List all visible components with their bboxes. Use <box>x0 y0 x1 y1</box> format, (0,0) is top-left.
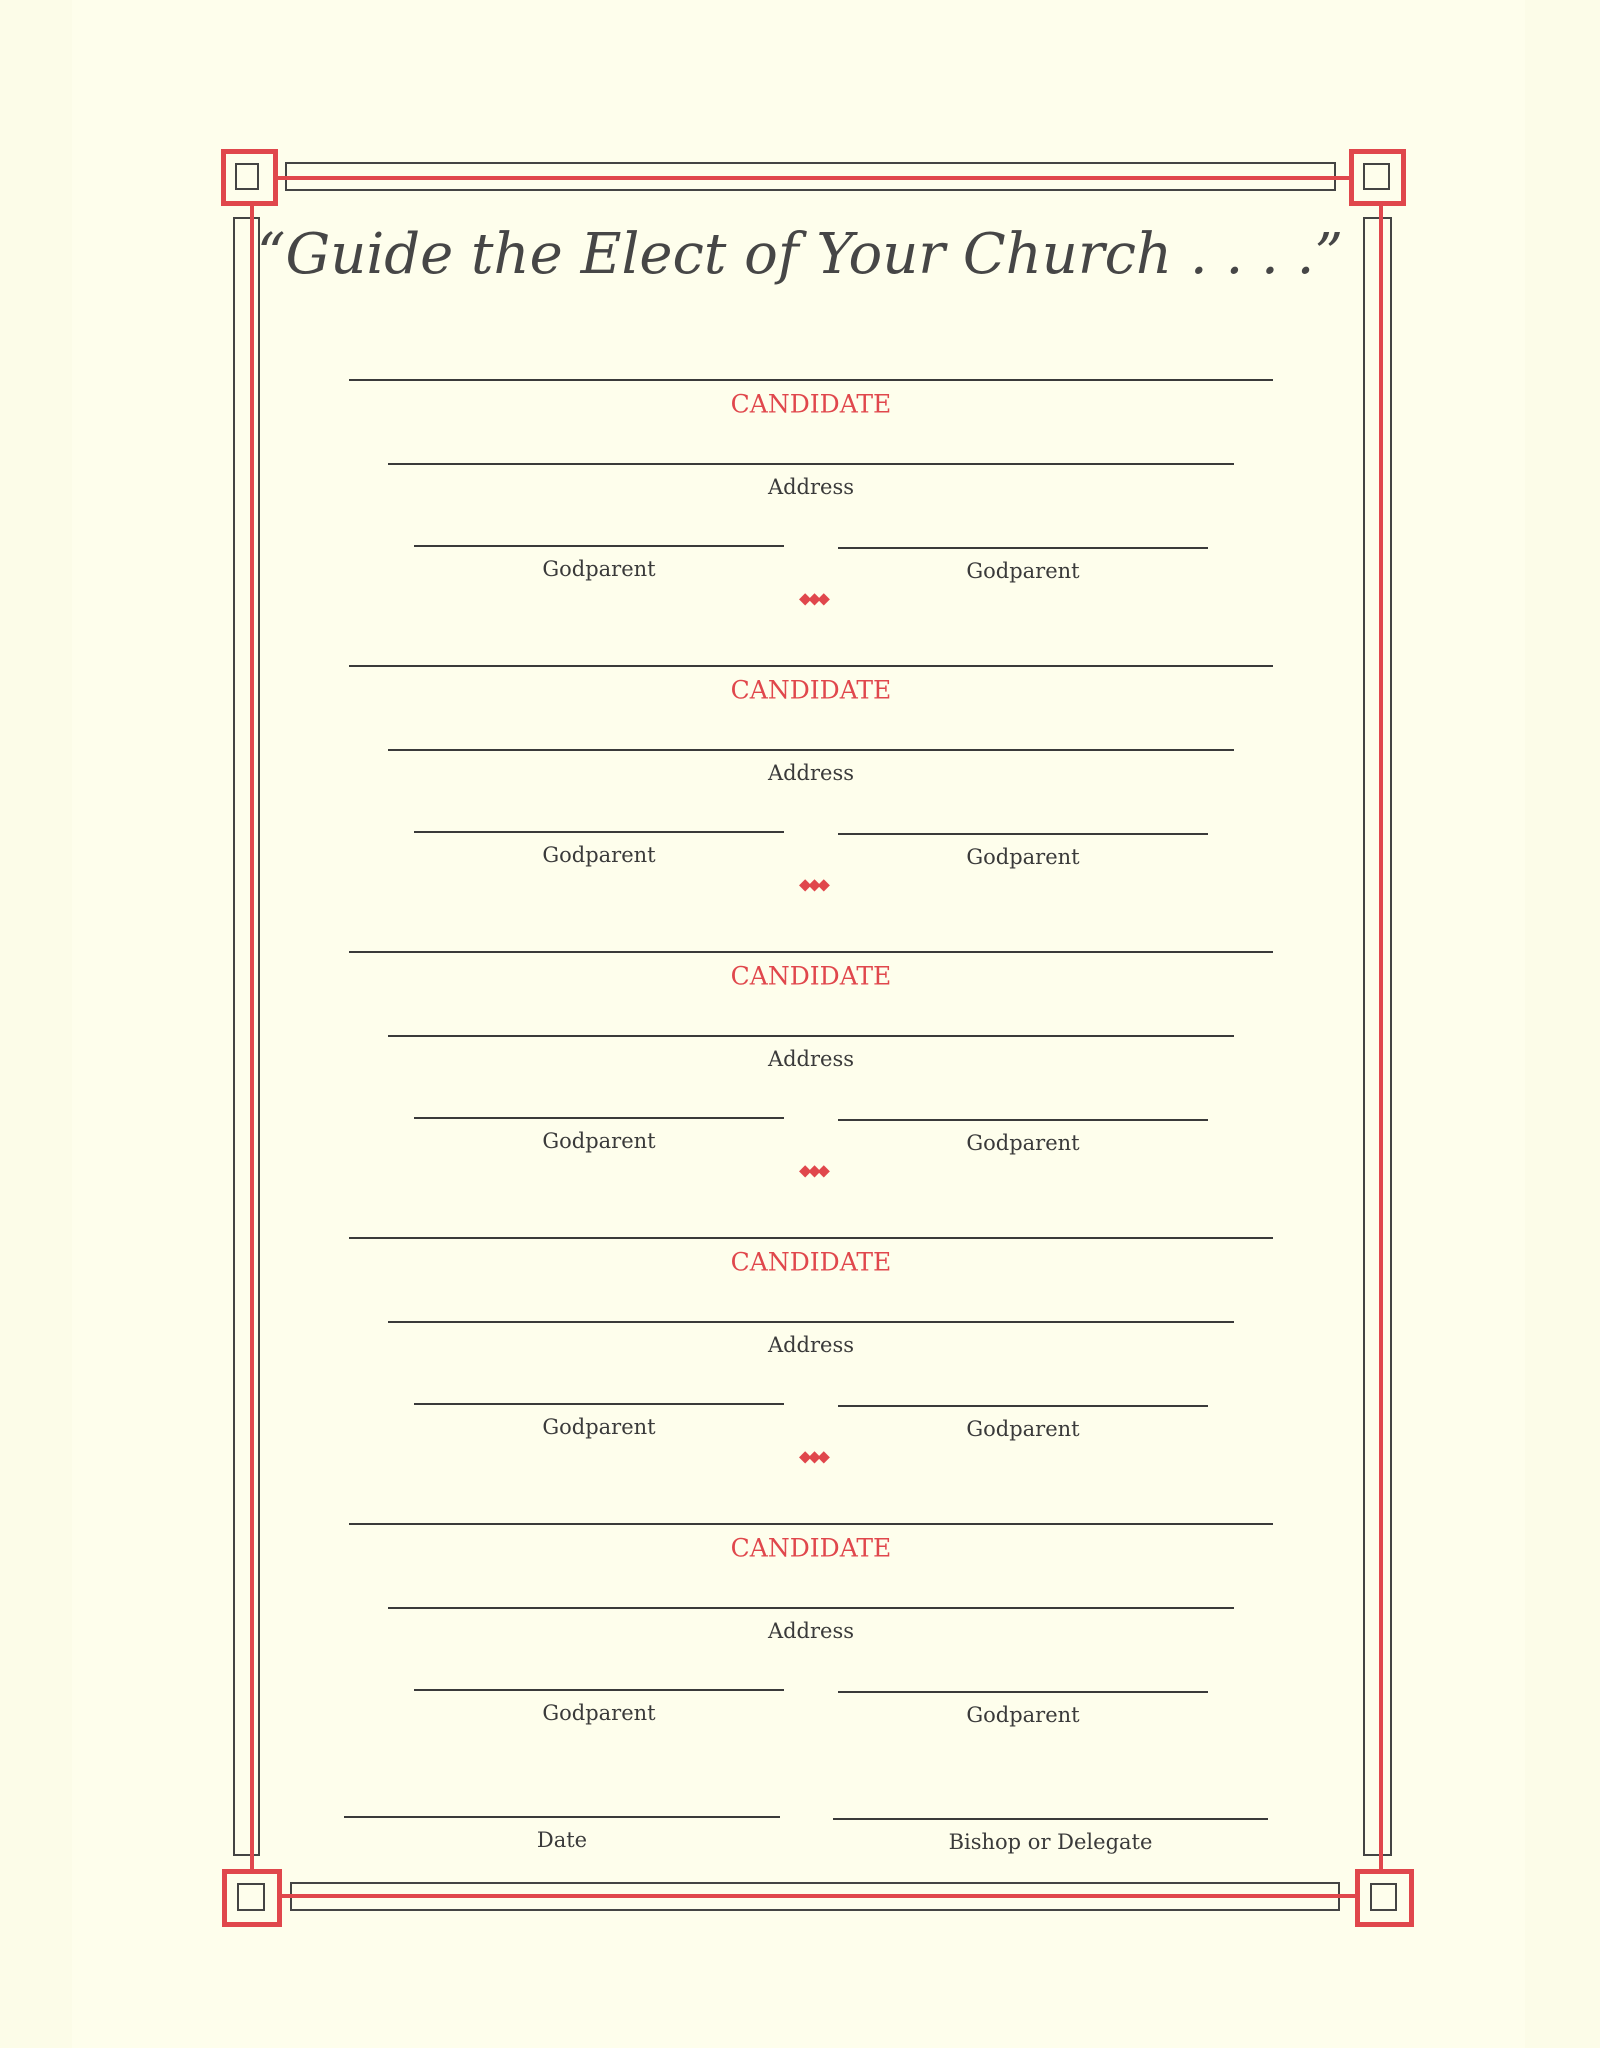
address-label: Address <box>767 1333 855 1357</box>
candidate-label: CANDIDATE <box>730 1247 892 1277</box>
candidate-label: CANDIDATE <box>730 675 892 705</box>
godparent-left-label: Godparent <box>542 1415 656 1439</box>
candidate-label: CANDIDATE <box>730 389 892 419</box>
corner-square-top-right <box>1363 163 1390 190</box>
godparent-right-label: Godparent <box>966 559 1080 583</box>
godparent-left-label: Godparent <box>542 1129 656 1153</box>
candidate-line[interactable] <box>349 1523 1273 1525</box>
page-title: “Guide the Elect of Your Church . . . .” <box>256 222 1344 287</box>
godparent-left-line[interactable] <box>414 545 784 547</box>
godparent-left-line[interactable] <box>414 1117 784 1119</box>
address-label: Address <box>767 761 855 785</box>
paper <box>72 0 1525 2048</box>
address-label: Address <box>767 475 855 499</box>
signature-line[interactable] <box>833 1818 1268 1820</box>
corner-square-bottom-left <box>237 1883 265 1911</box>
candidate-line[interactable] <box>349 951 1273 953</box>
godparent-left-label: Godparent <box>542 557 656 581</box>
godparent-left-line[interactable] <box>414 1689 784 1691</box>
godparent-right-line[interactable] <box>838 1405 1208 1407</box>
godparent-left-line[interactable] <box>414 1403 784 1405</box>
godparent-right-label: Godparent <box>966 845 1080 869</box>
diamond-separator-icon: ◆◆◆ <box>799 588 827 608</box>
top-red-rule <box>278 176 1349 180</box>
date-label: Date <box>536 1828 588 1852</box>
left-border-bar <box>233 217 260 1856</box>
godparent-right-line[interactable] <box>838 547 1208 549</box>
address-label: Address <box>767 1619 855 1643</box>
right-red-rule <box>1379 206 1383 1869</box>
address-line[interactable] <box>388 463 1234 465</box>
godparent-right-line[interactable] <box>838 1119 1208 1121</box>
bottom-red-rule <box>282 1894 1355 1898</box>
address-label: Address <box>767 1047 855 1071</box>
candidate-label: CANDIDATE <box>730 961 892 991</box>
address-line[interactable] <box>388 1321 1234 1323</box>
address-line[interactable] <box>388 1035 1234 1037</box>
diamond-separator-icon: ◆◆◆ <box>799 1446 827 1466</box>
right-border-bar <box>1363 217 1392 1856</box>
godparent-right-label: Godparent <box>966 1703 1080 1727</box>
diamond-separator-icon: ◆◆◆ <box>799 874 827 894</box>
godparent-right-line[interactable] <box>838 1691 1208 1693</box>
date-line[interactable] <box>344 1816 780 1818</box>
godparent-left-label: Godparent <box>542 1701 656 1725</box>
candidate-line[interactable] <box>349 379 1273 381</box>
godparent-right-label: Godparent <box>966 1131 1080 1155</box>
godparent-left-label: Godparent <box>542 843 656 867</box>
corner-square-top-left <box>235 163 259 190</box>
godparent-right-label: Godparent <box>966 1417 1080 1441</box>
candidate-line[interactable] <box>349 1237 1273 1239</box>
godparent-left-line[interactable] <box>414 831 784 833</box>
godparent-right-line[interactable] <box>838 833 1208 835</box>
candidate-line[interactable] <box>349 665 1273 667</box>
left-red-rule <box>250 206 254 1869</box>
signature-label: Bishop or Delegate <box>948 1830 1153 1854</box>
address-line[interactable] <box>388 749 1234 751</box>
candidate-label: CANDIDATE <box>730 1533 892 1563</box>
address-line[interactable] <box>388 1607 1234 1609</box>
corner-square-bottom-right <box>1370 1883 1397 1911</box>
diamond-separator-icon: ◆◆◆ <box>799 1160 827 1180</box>
